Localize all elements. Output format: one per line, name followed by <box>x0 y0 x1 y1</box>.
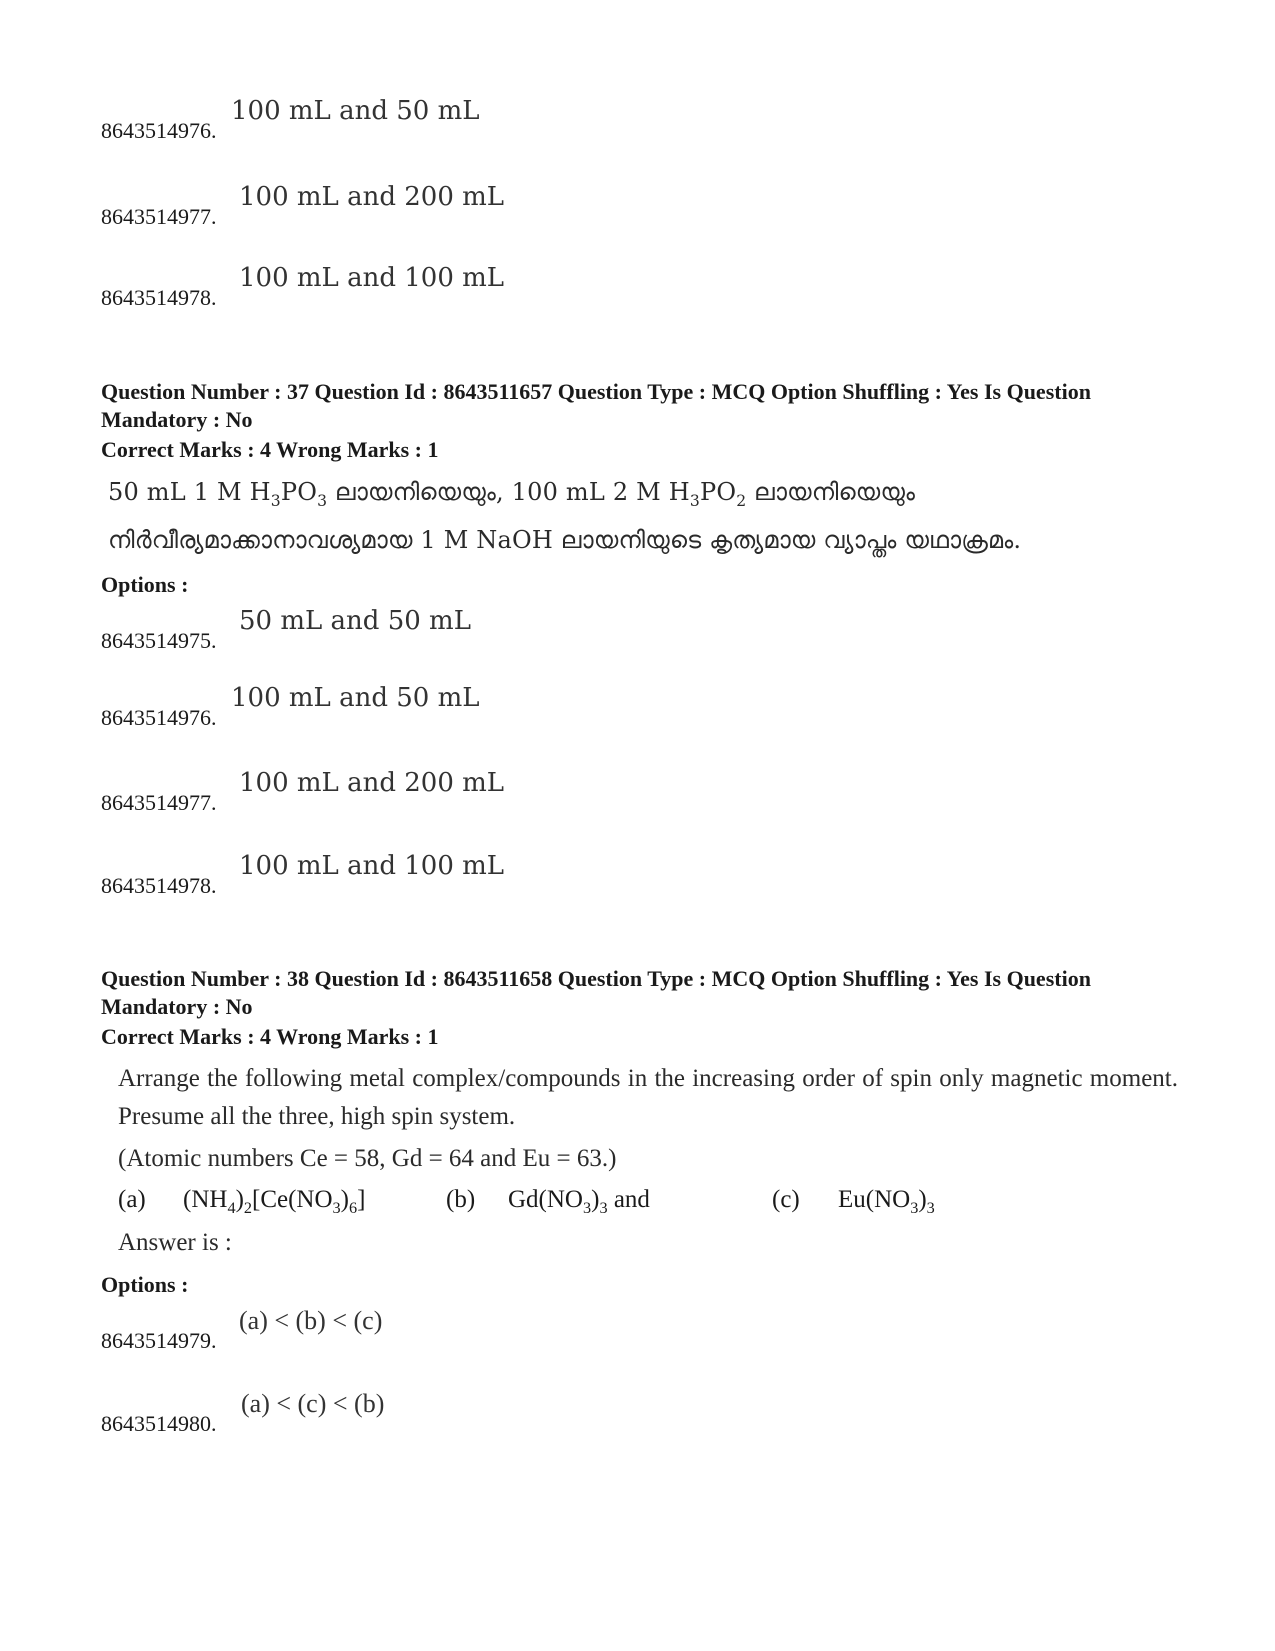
option-id: 8643514976. <box>101 118 217 143</box>
question-38-answer-line: Answer is : <box>118 1229 232 1256</box>
question-38-atomic-numbers: (Atomic numbers Ce = 58, Gd = 64 and Eu = 63.) <box>118 1145 617 1172</box>
question-38-options-label: Options : <box>101 1272 189 1297</box>
question-37-text-line1: 50 mL 1 M $H_3PO_3$ ലായനിയെയും, 100 mL 2 M $H_3PO_2$ ലായനിയെയും <box>108 478 916 510</box>
item-c-formula: $Eu(NO_3)_3$ <box>838 1186 935 1217</box>
option-row[interactable] <box>101 683 701 733</box>
item-a-formula: $(NH_4)_2[Ce(NO_3)_6]$ <box>183 1186 366 1217</box>
option-row[interactable] <box>101 182 701 232</box>
option-row[interactable] <box>101 768 701 818</box>
option-text: 100 mL and 200 mL <box>239 768 505 798</box>
option-id: 8643514975. <box>101 628 217 653</box>
option-text: 50 mL and 50 mL <box>239 606 471 636</box>
option-id: 8643514978. <box>101 285 217 310</box>
question-37-header: Question Number : 37 Question Id : 8643511657 Question Type : MCQ Option Shuffling : Yes Is Question Mandatory : No <box>101 379 1091 432</box>
option-text: 100 mL and 100 mL <box>239 263 505 293</box>
question-37-text-line2: നിർവീര്യമാക്കാനാവശ്യമായ 1 M NaOH ലായനിയുടെ കൃത്യമായ വ്യാപ്തം യഥാക്രമം. <box>108 526 1022 554</box>
option-text: 100 mL and 50 mL <box>231 96 480 126</box>
option-row[interactable] <box>101 96 701 146</box>
question-38-text: Arrange the following metal complex/compounds in the increasing order of spin only magnetic moment. Presume all the three, high spin system. <box>118 1065 1178 1130</box>
option-text: (a) < (b) < (c) <box>239 1306 383 1335</box>
question-38-header: Question Number : 38 Question Id : 8643511658 Question Type : MCQ Option Shuffling : Yes Is Question Mandatory : No <box>101 966 1091 1019</box>
option-text: 100 mL and 200 mL <box>239 182 505 212</box>
item-b-label: (b) <box>446 1186 476 1213</box>
item-c-label: (c) <box>772 1186 800 1213</box>
option-id: 8643514977. <box>101 790 217 815</box>
option-text: (a) < (c) < (b) <box>241 1389 385 1418</box>
option-row[interactable] <box>101 1306 701 1356</box>
question-37-options-label: Options : <box>101 572 189 597</box>
option-row[interactable] <box>101 263 701 313</box>
option-row[interactable] <box>101 606 701 656</box>
option-row[interactable] <box>101 1389 701 1439</box>
item-b-formula: $Gd(NO_3)_3$ and <box>508 1186 650 1217</box>
item-a-label: (a) <box>118 1186 146 1213</box>
option-id: 8643514976. <box>101 705 217 730</box>
option-text: 100 mL and 100 mL <box>239 851 505 881</box>
option-text: 100 mL and 50 mL <box>231 683 480 713</box>
option-id: 8643514977. <box>101 204 217 229</box>
question-37-marks: Correct Marks : 4 Wrong Marks : 1 <box>101 437 439 462</box>
option-id: 8643514978. <box>101 873 217 898</box>
option-id: 8643514979. <box>101 1328 217 1353</box>
question-38-marks: Correct Marks : 4 Wrong Marks : 1 <box>101 1024 439 1049</box>
option-row[interactable] <box>101 851 701 901</box>
option-id: 8643514980. <box>101 1411 217 1436</box>
